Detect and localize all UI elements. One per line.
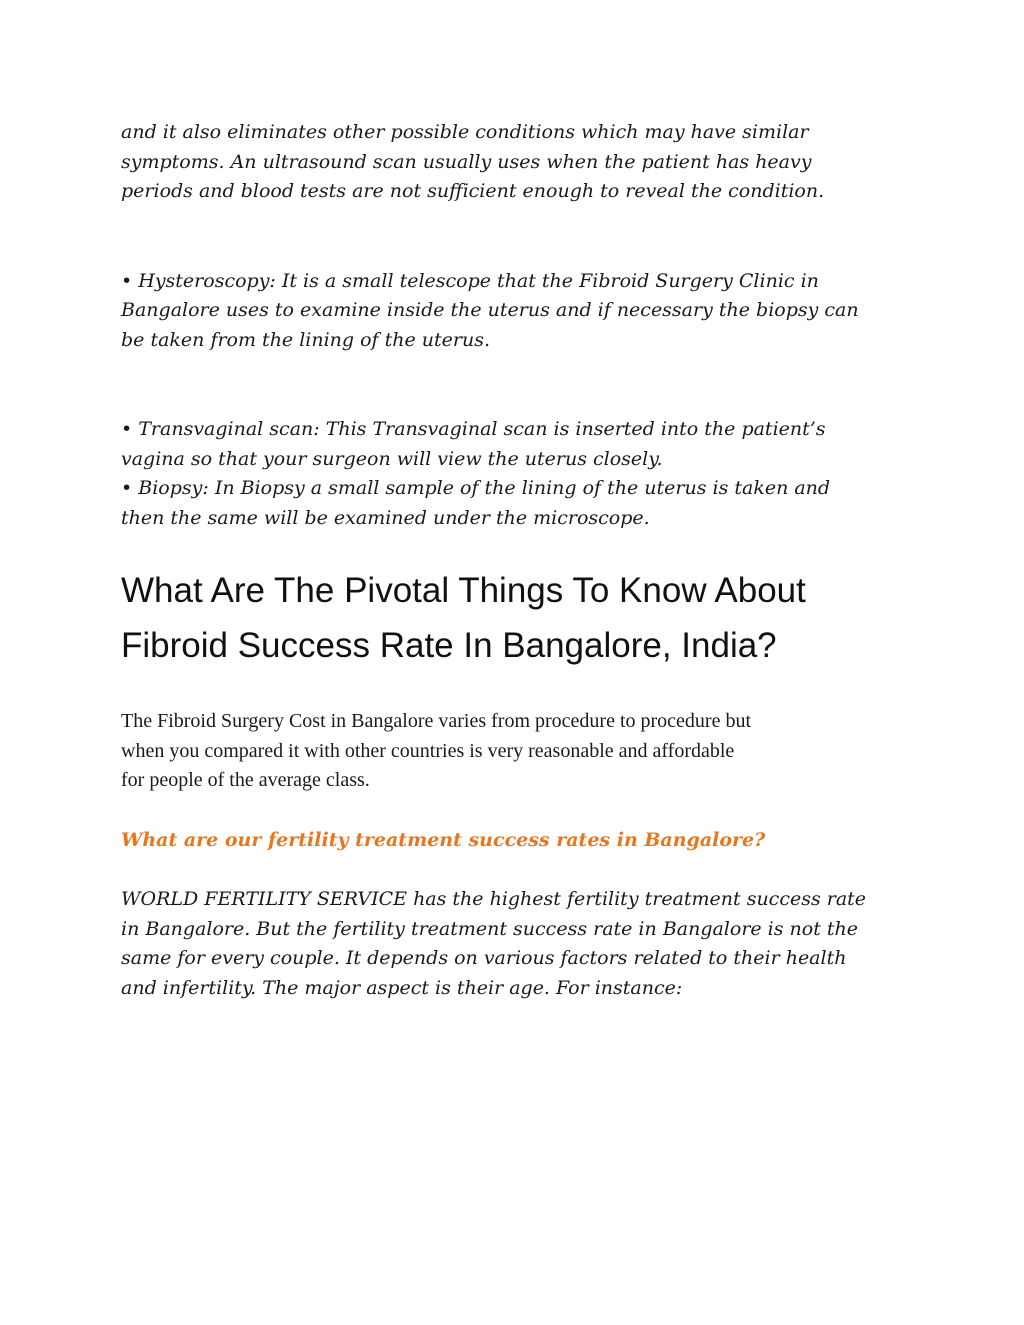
biopsy-bullet (121, 474, 911, 533)
success-rates-subheading (121, 826, 911, 856)
text-line: vagina so that your surgeon will view the uterus closely. (121, 447, 663, 470)
text-line: The Fibroid Surgery Cost in Bangalore varies from procedure to procedure but (121, 710, 752, 732)
text-line: symptoms. An ultrasound scan usually uses when the patient has heavy (121, 150, 812, 173)
text-line: periods and blood tests are not sufficient enough to reveal the condition. (121, 180, 825, 202)
text-line: and it also eliminates other possible conditions which may have similar (121, 121, 809, 143)
text-line: when you compared it with other countries is very reasonable and affordable (121, 739, 735, 762)
text-line: • Hysteroscopy: It is a small telescope that the Fibroid Surgery Clinic in (121, 269, 819, 292)
cost-paragraph (121, 707, 911, 796)
spacer (121, 855, 911, 885)
heading-line: Fibroid Success Rate In Bangalore, India? (121, 626, 777, 665)
spacer (121, 796, 911, 826)
intro-paragraph (121, 118, 911, 207)
text-line: Bangalore uses to examine inside the uterus and if necessary the biopsy can (121, 299, 859, 321)
spacer (121, 533, 911, 563)
text-line: then the same will be examined under the microscope. (121, 506, 650, 529)
service-paragraph (121, 885, 911, 1003)
text-line: be taken from the lining of the uterus. (121, 328, 491, 351)
section-heading (121, 563, 911, 673)
text-line: for people of the average class. (121, 769, 370, 791)
document-content (121, 118, 911, 1003)
spacer (121, 355, 911, 415)
text-line: • Biopsy: In Biopsy a small sample of the lining of the uterus is taken and (121, 477, 831, 499)
transvaginal-bullet (121, 415, 911, 474)
hysteroscopy-bullet (121, 267, 911, 356)
text-line: • Transvaginal scan: This Transvaginal scan is inserted into the patient’s (121, 418, 826, 440)
text-line: same for every couple. It depends on various factors related to their health (121, 947, 847, 969)
text-line: WORLD FERTILITY SERVICE has the highest fertility treatment success rate (121, 888, 867, 910)
heading-line: What Are The Pivotal Things To Know About (121, 571, 806, 610)
text-line: in Bangalore. But the fertility treatment success rate in Bangalore is not the (121, 917, 859, 940)
text-line: and infertility. The major aspect is their age. For instance: (121, 976, 683, 999)
spacer (121, 673, 911, 707)
spacer (121, 207, 911, 267)
subheading-line: What are our fertility treatment success rates in Bangalore? (121, 828, 766, 851)
